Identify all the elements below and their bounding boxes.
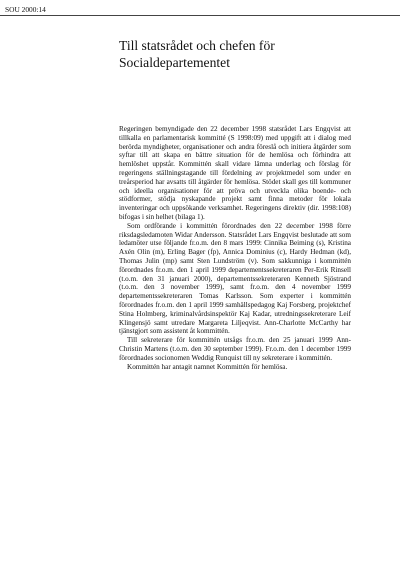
paragraph-assignment: Regeringen bemyndigade den 22 december 1998 statsrådet Lars Engqvist att tillkalla en parlamentarisk kommitté (S 1998:09) med uppgift att i dialog med berörda myndigheter, organisationer och andra föreslå och initiera åtgärder som syftar till att skapa en bättre situation för de hemlösa och förhindra att hemlöshet uppstår. Kommittén skall vidare lämna underlag och förslag för regeringens ställningstagande till fördelning av projektmedel som under en treårsperiod har avsatts till åtgärder för hemlösa. Stödet skall ges till kommuner och ideella organisationer för att pröva och utveckla olika boende- och stödformer, stödja nyskapande projekt samt finna metoder för lokala inventeringar och uppsökande verksamhet. Regeringens direktiv (dir. 1998:108) bifogas i sin helhet (bilaga 1). <box>119 125 351 221</box>
header-divider <box>0 15 400 16</box>
paragraph-committee-name: Kommittén har antagit namnet Kommittén för hemlösa. <box>127 362 288 371</box>
document-body <box>119 125 351 371</box>
paragraph-members: Som ordförande i kommittén förordnades den 22 december 1998 förre riksdagsledamoten Widar Andersson. Statsrådet Lars Engqvist beslutade att som ledamöter utse följande fr.o.m. den 8 mars 1999: Cinnika Beiming (s), Kristina Axén Olin (m), Erling Bager (fp), Annica Dominius (c), Hardy Hedman (kd), Thomas Julin (mp) samt Sten Lundström (v). Som sakkunniga i kommittén förordnades fr.o.m. den 1 april 1999 departementssekreteraren Per-Erik Rinsell (t.o.m. den 31 januari 2000), departementssekreteraren Kenneth Sjöstrand (t.o.m. den 3 november 1999), samt fr.o.m. den 4 november 1999 departementssekreteraren Tomas Karlsson. Som experter i kommittén förordnades fr.o.m. den 1 april 1999 samhällspedagog Kaj Forsberg, projektchef Stina Holmberg, kriminalvårdsinspektör Kaj Kadar, utredningssekreterare Leif Klingensjö samt utredare Margareta Liljeqvist. Ann-Charlotte McCarthy har tjänstgjort som assistent åt kommittén. <box>119 221 351 336</box>
paragraph-secretary: Till sekreterare för kommittén utsågs fr.o.m. den 25 januari 1999 Ann-Christin Martens (t.o.m. den 30 september 1999). Fr.o.m. den 1 december 1999 förordnades socionomen Weddig Runquist till ny sekreterare i kommittén. <box>119 336 351 362</box>
document-title: Till statsrådet och chefen för Socialdepartementet <box>119 38 275 70</box>
report-number: SOU 2000:14 <box>5 5 46 14</box>
